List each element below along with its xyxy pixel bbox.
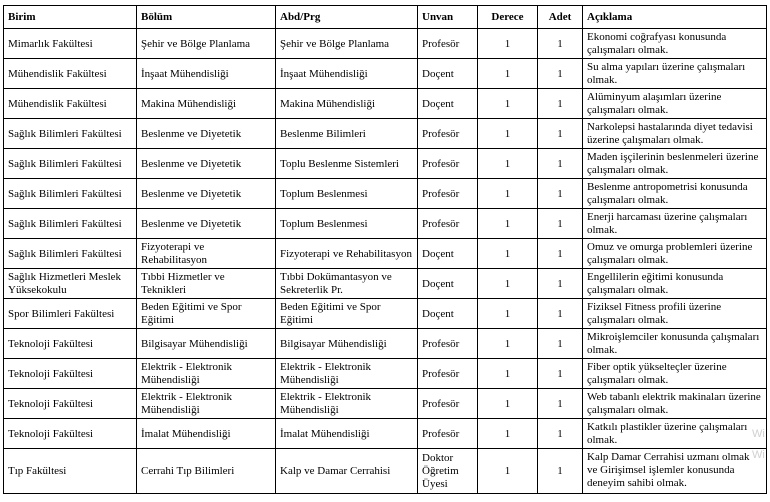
table-row: [4, 239, 767, 269]
cell-unvan: Doçent: [418, 299, 478, 329]
header-bolum: Bölüm: [137, 6, 276, 29]
cell-unvan: Profesör: [418, 419, 478, 449]
cell-bolum: İmalat Mühendisliği: [137, 419, 276, 449]
cell-abd-prg: Elektrik - Elektronik Mühendisliği: [276, 389, 418, 419]
cell-aciklama: Narkolepsi hastalarında diyet tedavisi üzerine çalışmaları olmak.: [583, 119, 767, 149]
cell-abd-prg: Kalp ve Damar Cerrahisi: [276, 449, 418, 494]
cell-derece: 1: [478, 239, 538, 269]
cell-adet: 1: [538, 59, 583, 89]
cell-adet: 1: [538, 239, 583, 269]
cell-derece: 1: [478, 299, 538, 329]
cell-derece: 1: [478, 389, 538, 419]
cell-derece: 1: [478, 359, 538, 389]
cell-abd-prg: İmalat Mühendisliği: [276, 419, 418, 449]
table-row: [4, 179, 767, 209]
table-row: [4, 359, 767, 389]
cell-adet: 1: [538, 209, 583, 239]
header-birim: Birim: [4, 6, 137, 29]
cell-birim: Sağlık Bilimleri Fakültesi: [4, 179, 137, 209]
cell-unvan: Profesör: [418, 209, 478, 239]
cell-unvan: Doçent: [418, 239, 478, 269]
cell-bolum: Makina Mühendisliği: [137, 89, 276, 119]
cell-unvan: Doçent: [418, 269, 478, 299]
table-body: [4, 29, 767, 494]
cell-birim: Teknoloji Fakültesi: [4, 419, 137, 449]
cell-birim: Sağlık Bilimleri Fakültesi: [4, 239, 137, 269]
cell-abd-prg: Elektrik - Elektronik Mühendisliği: [276, 359, 418, 389]
cell-birim: Sağlık Bilimleri Fakültesi: [4, 149, 137, 179]
cell-adet: 1: [538, 269, 583, 299]
cell-aciklama: Enerji harcaması üzerine çalışmaları olmak.: [583, 209, 767, 239]
cell-unvan: Profesör: [418, 119, 478, 149]
cell-bolum: Beslenme ve Diyetetik: [137, 179, 276, 209]
cell-derece: 1: [478, 419, 538, 449]
cell-unvan: Doçent: [418, 89, 478, 119]
cell-aciklama: Fiber optik yükselteçler üzerine çalışmaları olmak.: [583, 359, 767, 389]
cell-unvan: Profesör: [418, 329, 478, 359]
cell-derece: 1: [478, 449, 538, 494]
header-derece: Derece: [478, 6, 538, 29]
cell-birim: Sağlık Hizmetleri Meslek Yüksekokulu: [4, 269, 137, 299]
cell-birim: Spor Bilimleri Fakültesi: [4, 299, 137, 329]
cell-unvan: Profesör: [418, 29, 478, 59]
cell-bolum: Beden Eğitimi ve Spor Eğitimi: [137, 299, 276, 329]
cell-aciklama: Su alma yapıları üzerine çalışmaları olmak.: [583, 59, 767, 89]
table-row: [4, 209, 767, 239]
cell-abd-prg: İnşaat Mühendisliği: [276, 59, 418, 89]
cell-aciklama: Beslenme antropometrisi konusunda çalışmaları olmak.: [583, 179, 767, 209]
cell-unvan: Profesör: [418, 389, 478, 419]
cell-abd-prg: Toplu Beslenme Sistemleri: [276, 149, 418, 179]
cell-derece: 1: [478, 149, 538, 179]
cell-adet: 1: [538, 29, 583, 59]
cell-aciklama: Alüminyum alaşımları üzerine çalışmaları olmak.: [583, 89, 767, 119]
cell-birim: Teknoloji Fakültesi: [4, 329, 137, 359]
cell-unvan: Profesör: [418, 179, 478, 209]
cell-derece: 1: [478, 119, 538, 149]
cell-bolum: İnşaat Mühendisliği: [137, 59, 276, 89]
cell-aciklama: Maden işçilerinin beslenmeleri üzerine çalışmaları olmak.: [583, 149, 767, 179]
cell-bolum: Elektrik - Elektronik Mühendisliği: [137, 359, 276, 389]
cell-bolum: Beslenme ve Diyetetik: [137, 149, 276, 179]
cell-abd-prg: Şehir ve Bölge Planlama: [276, 29, 418, 59]
watermark-text: Wi: [752, 449, 765, 461]
table-row: [4, 89, 767, 119]
cell-bolum: Bilgisayar Mühendisliği: [137, 329, 276, 359]
cell-aciklama: Ekonomi coğrafyası konusunda çalışmaları olmak.: [583, 29, 767, 59]
cell-birim: Mühendislik Fakültesi: [4, 59, 137, 89]
header-abd-prg: Abd/Prg: [276, 6, 418, 29]
cell-birim: Teknoloji Fakültesi: [4, 359, 137, 389]
cell-adet: 1: [538, 149, 583, 179]
cell-aciklama: Fiziksel Fitness profili üzerine çalışmaları olmak.: [583, 299, 767, 329]
table-row: [4, 269, 767, 299]
cell-abd-prg: Toplum Beslenmesi: [276, 179, 418, 209]
cell-abd-prg: Fizyoterapi ve Rehabilitasyon: [276, 239, 418, 269]
header-aciklama: Açıklama: [583, 6, 767, 29]
cell-bolum: Cerrahi Tıp Bilimleri: [137, 449, 276, 494]
cell-adet: 1: [538, 449, 583, 494]
cell-abd-prg: Beslenme Bilimleri: [276, 119, 418, 149]
header-adet: Adet: [538, 6, 583, 29]
cell-derece: 1: [478, 59, 538, 89]
cell-derece: 1: [478, 329, 538, 359]
cell-adet: 1: [538, 89, 583, 119]
cell-bolum: Fizyoterapi ve Rehabilitasyon: [137, 239, 276, 269]
cell-abd-prg: Bilgisayar Mühendisliği: [276, 329, 418, 359]
positions-table: [3, 5, 767, 494]
cell-unvan: Profesör: [418, 149, 478, 179]
table-row: [4, 419, 767, 449]
cell-birim: Mühendislik Fakültesi: [4, 89, 137, 119]
cell-bolum: Elektrik - Elektronik Mühendisliği: [137, 389, 276, 419]
table-row: [4, 449, 767, 494]
cell-abd-prg: Beden Eğitimi ve Spor Eğitimi: [276, 299, 418, 329]
cell-derece: 1: [478, 89, 538, 119]
cell-aciklama: Mikroişlemciler konusunda çalışmaları olmak.: [583, 329, 767, 359]
cell-birim: Sağlık Bilimleri Fakültesi: [4, 119, 137, 149]
cell-bolum: Tıbbi Hizmetler ve Teknikleri: [137, 269, 276, 299]
cell-birim: Tıp Fakültesi: [4, 449, 137, 494]
cell-bolum: Şehir ve Bölge Planlama: [137, 29, 276, 59]
table-row: [4, 59, 767, 89]
cell-unvan: Doktor Öğretim Üyesi: [418, 449, 478, 494]
table-row: [4, 299, 767, 329]
cell-abd-prg: Makina Mühendisliği: [276, 89, 418, 119]
cell-derece: 1: [478, 179, 538, 209]
table-header-row: [4, 6, 767, 29]
cell-adet: 1: [538, 389, 583, 419]
cell-aciklama: Katkılı plastikler üzerine çalışmaları olmak.: [583, 419, 767, 449]
cell-adet: 1: [538, 419, 583, 449]
cell-aciklama: Web tabanlı elektrik makinaları üzerine çalışmaları olmak.: [583, 389, 767, 419]
cell-abd-prg: Toplum Beslenmesi: [276, 209, 418, 239]
cell-aciklama: Engellilerin eğitimi konusunda çalışmaları olmak.: [583, 269, 767, 299]
cell-unvan: Doçent: [418, 59, 478, 89]
cell-bolum: Beslenme ve Diyetetik: [137, 119, 276, 149]
table-row: [4, 29, 767, 59]
cell-derece: 1: [478, 29, 538, 59]
table-row: [4, 149, 767, 179]
cell-birim: Teknoloji Fakültesi: [4, 389, 137, 419]
cell-adet: 1: [538, 359, 583, 389]
table-row: [4, 389, 767, 419]
table-row: [4, 119, 767, 149]
cell-adet: 1: [538, 179, 583, 209]
cell-derece: 1: [478, 269, 538, 299]
table-row: [4, 329, 767, 359]
cell-adet: 1: [538, 299, 583, 329]
header-unvan: Unvan: [418, 6, 478, 29]
cell-aciklama: Kalp Damar Cerrahisi uzmanı olmak ve Girişimsel işlemler konusunda deneyim sahibi olmak.: [583, 449, 767, 494]
cell-unvan: Profesör: [418, 359, 478, 389]
cell-derece: 1: [478, 209, 538, 239]
cell-bolum: Beslenme ve Diyetetik: [137, 209, 276, 239]
cell-aciklama: Omuz ve omurga problemleri üzerine çalışmaları olmak.: [583, 239, 767, 269]
cell-adet: 1: [538, 119, 583, 149]
cell-abd-prg: Tıbbi Dokümantasyon ve Sekreterlik Pr.: [276, 269, 418, 299]
cell-birim: Sağlık Bilimleri Fakültesi: [4, 209, 137, 239]
cell-birim: Mimarlık Fakültesi: [4, 29, 137, 59]
cell-adet: 1: [538, 329, 583, 359]
watermark-text: Wi: [752, 428, 765, 440]
